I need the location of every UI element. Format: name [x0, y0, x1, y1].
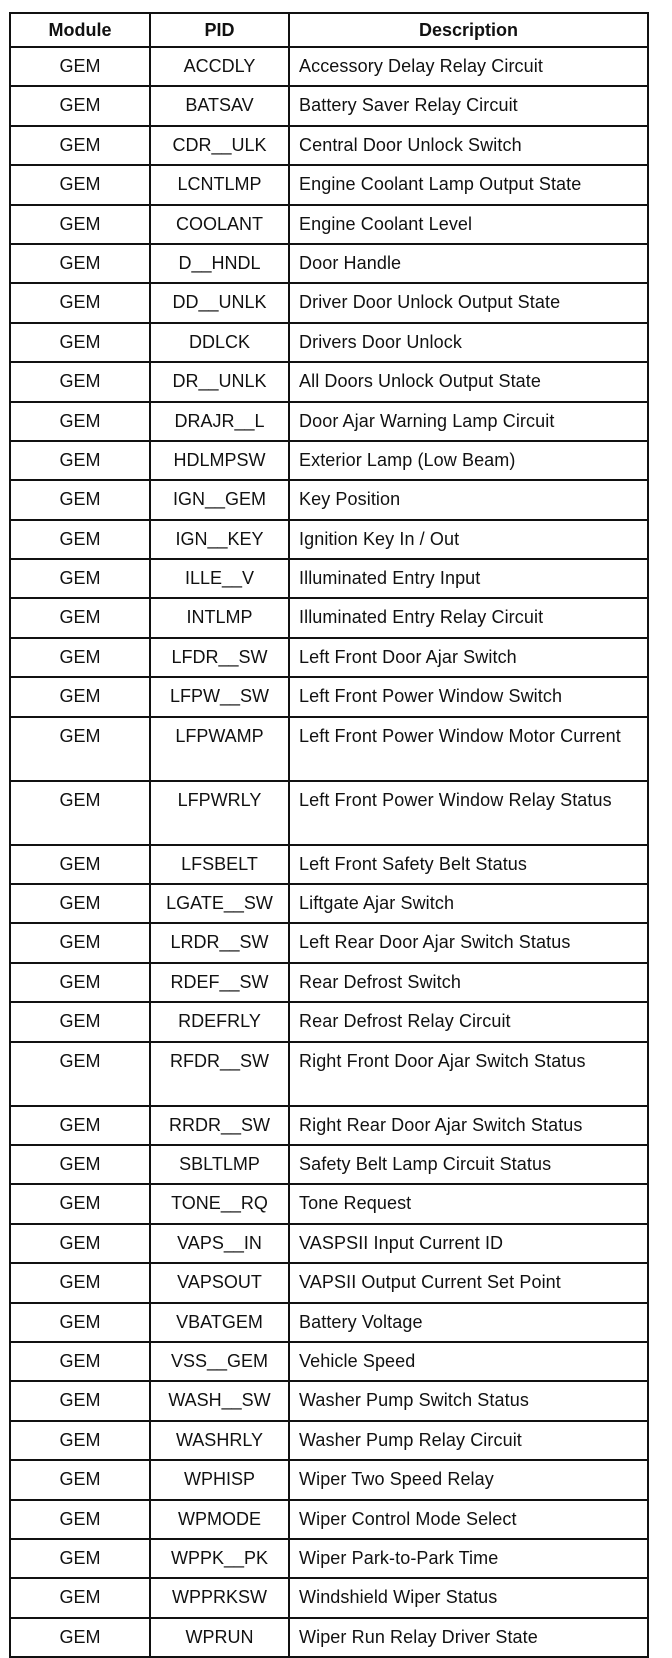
- table-row: [10, 323, 648, 362]
- description-cell: Drivers Door Unlock: [289, 323, 648, 362]
- pid-cell: ILLE__V: [150, 559, 289, 598]
- description-cell: Left Front Safety Belt Status: [289, 845, 648, 884]
- pid-cell: LFDR__SW: [150, 638, 289, 677]
- module-cell: GEM: [10, 1145, 150, 1184]
- table-row: [10, 1184, 648, 1223]
- description-cell: Left Front Power Window Motor Current: [289, 717, 648, 781]
- pid-cell: DD__UNLK: [150, 283, 289, 322]
- description-cell: Right Front Door Ajar Switch Status: [289, 1042, 648, 1106]
- module-cell: GEM: [10, 86, 150, 125]
- table-body: [10, 47, 648, 1657]
- description-cell: Left Front Power Window Relay Status: [289, 781, 648, 845]
- module-cell: GEM: [10, 441, 150, 480]
- pid-cell: HDLMPSW: [150, 441, 289, 480]
- pid-cell: LFPW__SW: [150, 677, 289, 716]
- table-row: [10, 781, 648, 845]
- module-cell: GEM: [10, 480, 150, 519]
- module-cell: GEM: [10, 283, 150, 322]
- pid-cell: LRDR__SW: [150, 923, 289, 962]
- table-row: [10, 86, 648, 125]
- description-cell: Tone Request: [289, 1184, 648, 1223]
- pid-cell: VBATGEM: [150, 1303, 289, 1342]
- table-row: [10, 559, 648, 598]
- table-row: [10, 1578, 648, 1617]
- table-row: [10, 480, 648, 519]
- description-cell: Washer Pump Relay Circuit: [289, 1421, 648, 1460]
- pid-cell: RDEFRLY: [150, 1002, 289, 1041]
- table-row: [10, 677, 648, 716]
- header-description: Description: [289, 13, 648, 47]
- description-cell: Illuminated Entry Input: [289, 559, 648, 598]
- module-cell: GEM: [10, 1303, 150, 1342]
- table-row: [10, 1145, 648, 1184]
- pid-cell: WPRUN: [150, 1618, 289, 1657]
- pid-cell: VSS__GEM: [150, 1342, 289, 1381]
- module-cell: GEM: [10, 323, 150, 362]
- pid-cell: BATSAV: [150, 86, 289, 125]
- module-cell: GEM: [10, 781, 150, 845]
- description-cell: Left Front Power Window Switch: [289, 677, 648, 716]
- description-cell: Liftgate Ajar Switch: [289, 884, 648, 923]
- pid-cell: RDEF__SW: [150, 963, 289, 1002]
- table-row: [10, 126, 648, 165]
- pid-table: [9, 12, 649, 1658]
- module-cell: GEM: [10, 402, 150, 441]
- pid-cell: RFDR__SW: [150, 1042, 289, 1106]
- pid-cell: SBLTLMP: [150, 1145, 289, 1184]
- table-row: [10, 1421, 648, 1460]
- table-row: [10, 244, 648, 283]
- table-row: [10, 845, 648, 884]
- description-cell: Exterior Lamp (Low Beam): [289, 441, 648, 480]
- description-cell: Key Position: [289, 480, 648, 519]
- module-cell: GEM: [10, 244, 150, 283]
- module-cell: GEM: [10, 1421, 150, 1460]
- table-row: [10, 1002, 648, 1041]
- module-cell: GEM: [10, 1381, 150, 1420]
- table-row: [10, 1381, 648, 1420]
- description-cell: Battery Saver Relay Circuit: [289, 86, 648, 125]
- module-cell: GEM: [10, 205, 150, 244]
- description-cell: Accessory Delay Relay Circuit: [289, 47, 648, 86]
- pid-cell: TONE__RQ: [150, 1184, 289, 1223]
- module-cell: GEM: [10, 1578, 150, 1617]
- table-row: [10, 520, 648, 559]
- module-cell: GEM: [10, 165, 150, 204]
- description-cell: Engine Coolant Lamp Output State: [289, 165, 648, 204]
- table-header: [10, 13, 648, 47]
- table-row: [10, 1303, 648, 1342]
- module-cell: GEM: [10, 884, 150, 923]
- pid-cell: DR__UNLK: [150, 362, 289, 401]
- module-cell: GEM: [10, 638, 150, 677]
- table-row: [10, 1224, 648, 1263]
- pid-cell: ACCDLY: [150, 47, 289, 86]
- module-cell: GEM: [10, 963, 150, 1002]
- table-row: [10, 1539, 648, 1578]
- description-cell: All Doors Unlock Output State: [289, 362, 648, 401]
- description-cell: Right Rear Door Ajar Switch Status: [289, 1106, 648, 1145]
- pid-cell: WPPK__PK: [150, 1539, 289, 1578]
- header-row: [10, 13, 648, 47]
- description-cell: Central Door Unlock Switch: [289, 126, 648, 165]
- pid-cell: CDR__ULK: [150, 126, 289, 165]
- description-cell: Rear Defrost Relay Circuit: [289, 1002, 648, 1041]
- header-pid: PID: [150, 13, 289, 47]
- description-cell: Wiper Control Mode Select: [289, 1500, 648, 1539]
- pid-cell: D__HNDL: [150, 244, 289, 283]
- table-row: [10, 1263, 648, 1302]
- table-row: [10, 283, 648, 322]
- pid-cell: DDLCK: [150, 323, 289, 362]
- description-cell: Door Handle: [289, 244, 648, 283]
- description-cell: Windshield Wiper Status: [289, 1578, 648, 1617]
- description-cell: VAPSII Output Current Set Point: [289, 1263, 648, 1302]
- description-cell: Engine Coolant Level: [289, 205, 648, 244]
- description-cell: Rear Defrost Switch: [289, 963, 648, 1002]
- pid-cell: LFPWAMP: [150, 717, 289, 781]
- pid-cell: DRAJR__L: [150, 402, 289, 441]
- description-cell: Vehicle Speed: [289, 1342, 648, 1381]
- description-cell: Driver Door Unlock Output State: [289, 283, 648, 322]
- description-cell: Wiper Two Speed Relay: [289, 1460, 648, 1499]
- description-cell: Left Front Door Ajar Switch: [289, 638, 648, 677]
- description-cell: Safety Belt Lamp Circuit Status: [289, 1145, 648, 1184]
- module-cell: GEM: [10, 1224, 150, 1263]
- header-module: Module: [10, 13, 150, 47]
- table-row: [10, 598, 648, 637]
- table-row: [10, 638, 648, 677]
- pid-cell: LGATE__SW: [150, 884, 289, 923]
- module-cell: GEM: [10, 1342, 150, 1381]
- description-cell: Ignition Key In / Out: [289, 520, 648, 559]
- table-row: [10, 362, 648, 401]
- description-cell: Wiper Run Relay Driver State: [289, 1618, 648, 1657]
- table-row: [10, 402, 648, 441]
- description-cell: Wiper Park-to-Park Time: [289, 1539, 648, 1578]
- pid-cell: LCNTLMP: [150, 165, 289, 204]
- module-cell: GEM: [10, 845, 150, 884]
- module-cell: GEM: [10, 520, 150, 559]
- pid-cell: WASH__SW: [150, 1381, 289, 1420]
- table-row: [10, 1500, 648, 1539]
- pid-cell: WPMODE: [150, 1500, 289, 1539]
- module-cell: GEM: [10, 1460, 150, 1499]
- table-row: [10, 441, 648, 480]
- module-cell: GEM: [10, 1263, 150, 1302]
- module-cell: GEM: [10, 559, 150, 598]
- pid-cell: LFSBELT: [150, 845, 289, 884]
- table-row: [10, 1342, 648, 1381]
- pid-cell: WPHISP: [150, 1460, 289, 1499]
- module-cell: GEM: [10, 1500, 150, 1539]
- pid-cell: IGN__GEM: [150, 480, 289, 519]
- module-cell: GEM: [10, 598, 150, 637]
- table-row: [10, 884, 648, 923]
- module-cell: GEM: [10, 47, 150, 86]
- description-cell: Left Rear Door Ajar Switch Status: [289, 923, 648, 962]
- pid-cell: LFPWRLY: [150, 781, 289, 845]
- module-cell: GEM: [10, 1618, 150, 1657]
- pid-cell: VAPS__IN: [150, 1224, 289, 1263]
- module-cell: GEM: [10, 1539, 150, 1578]
- module-cell: GEM: [10, 1042, 150, 1106]
- table-row: [10, 205, 648, 244]
- module-cell: GEM: [10, 362, 150, 401]
- pid-cell: WPPRKSW: [150, 1578, 289, 1617]
- pid-cell: RRDR__SW: [150, 1106, 289, 1145]
- module-cell: GEM: [10, 1002, 150, 1041]
- module-cell: GEM: [10, 717, 150, 781]
- table-row: [10, 1042, 648, 1106]
- module-cell: GEM: [10, 1106, 150, 1145]
- description-cell: Washer Pump Switch Status: [289, 1381, 648, 1420]
- pid-cell: IGN__KEY: [150, 520, 289, 559]
- description-cell: Battery Voltage: [289, 1303, 648, 1342]
- description-cell: Illuminated Entry Relay Circuit: [289, 598, 648, 637]
- module-cell: GEM: [10, 923, 150, 962]
- module-cell: GEM: [10, 1184, 150, 1223]
- description-cell: Door Ajar Warning Lamp Circuit: [289, 402, 648, 441]
- table-row: [10, 1460, 648, 1499]
- table-row: [10, 165, 648, 204]
- table-row: [10, 1106, 648, 1145]
- table-row: [10, 963, 648, 1002]
- pid-cell: WASHRLY: [150, 1421, 289, 1460]
- table-row: [10, 717, 648, 781]
- pid-cell: COOLANT: [150, 205, 289, 244]
- module-cell: GEM: [10, 677, 150, 716]
- table-row: [10, 923, 648, 962]
- table-row: [10, 1618, 648, 1657]
- pid-cell: VAPSOUT: [150, 1263, 289, 1302]
- module-cell: GEM: [10, 126, 150, 165]
- pid-cell: INTLMP: [150, 598, 289, 637]
- description-cell: VASPSII Input Current ID: [289, 1224, 648, 1263]
- table-row: [10, 47, 648, 86]
